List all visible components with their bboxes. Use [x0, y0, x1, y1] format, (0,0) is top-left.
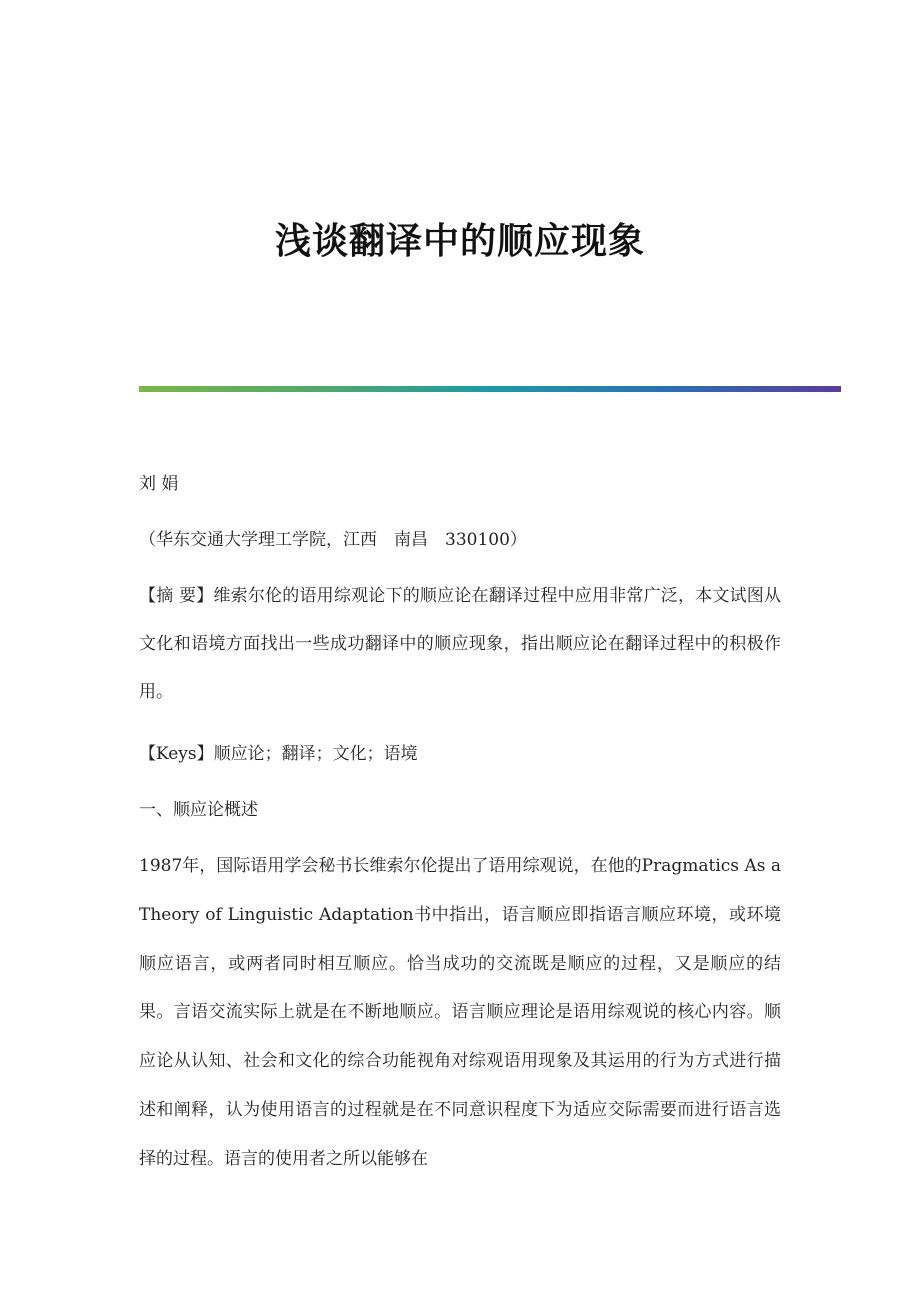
author-affiliation: （华东交通大学理工学院，江西 南昌 330100）	[139, 530, 527, 550]
section-paragraph: 1987年，国际语用学会秘书长维索尔伦提出了语用综观说，在他的Pragmatics As a Theory of Linguistic Adaptation书中指出，语言顺应即指语言顺应环境，或环境顺应语言，或两者同时相互顺应。恰当成功的交流既是顺应的过程，又是顺应的结果。言语交流实际上就是在不断地顺应。语言顺应理论是语用综观说的核心内容。顺应论从认知、社会和文化的综合功能视角对综观语用现象及其运用的行为方式进行描述和阐释，认为使用语言的过程就是在不同意识程度下为适应交际需要而进行语言选择的过程。语言的使用者之所以能够在	[139, 856, 781, 1169]
keywords-text: 顺应论；翻译；文化；语境	[213, 744, 418, 764]
page-title: 浅谈翻译中的顺应现象	[274, 220, 645, 262]
author-name: 刘 娟	[139, 474, 179, 494]
abstract-text: 维索尔伦的语用综观论下的顺应论在翻译过程中应用非常广泛，本文试图从文化和语境方面找出一些成功翻译中的顺应现象，指出顺应论在翻译过程中的积极作用。	[139, 586, 782, 702]
keywords-label: 【Keys】	[139, 744, 214, 764]
keywords	[139, 736, 781, 772]
title-divider	[139, 386, 841, 392]
abstract	[139, 572, 781, 716]
section-heading: 一、顺应论概述	[139, 800, 258, 820]
article-body	[139, 466, 781, 1204]
abstract-label: 【摘 要】	[139, 586, 214, 606]
